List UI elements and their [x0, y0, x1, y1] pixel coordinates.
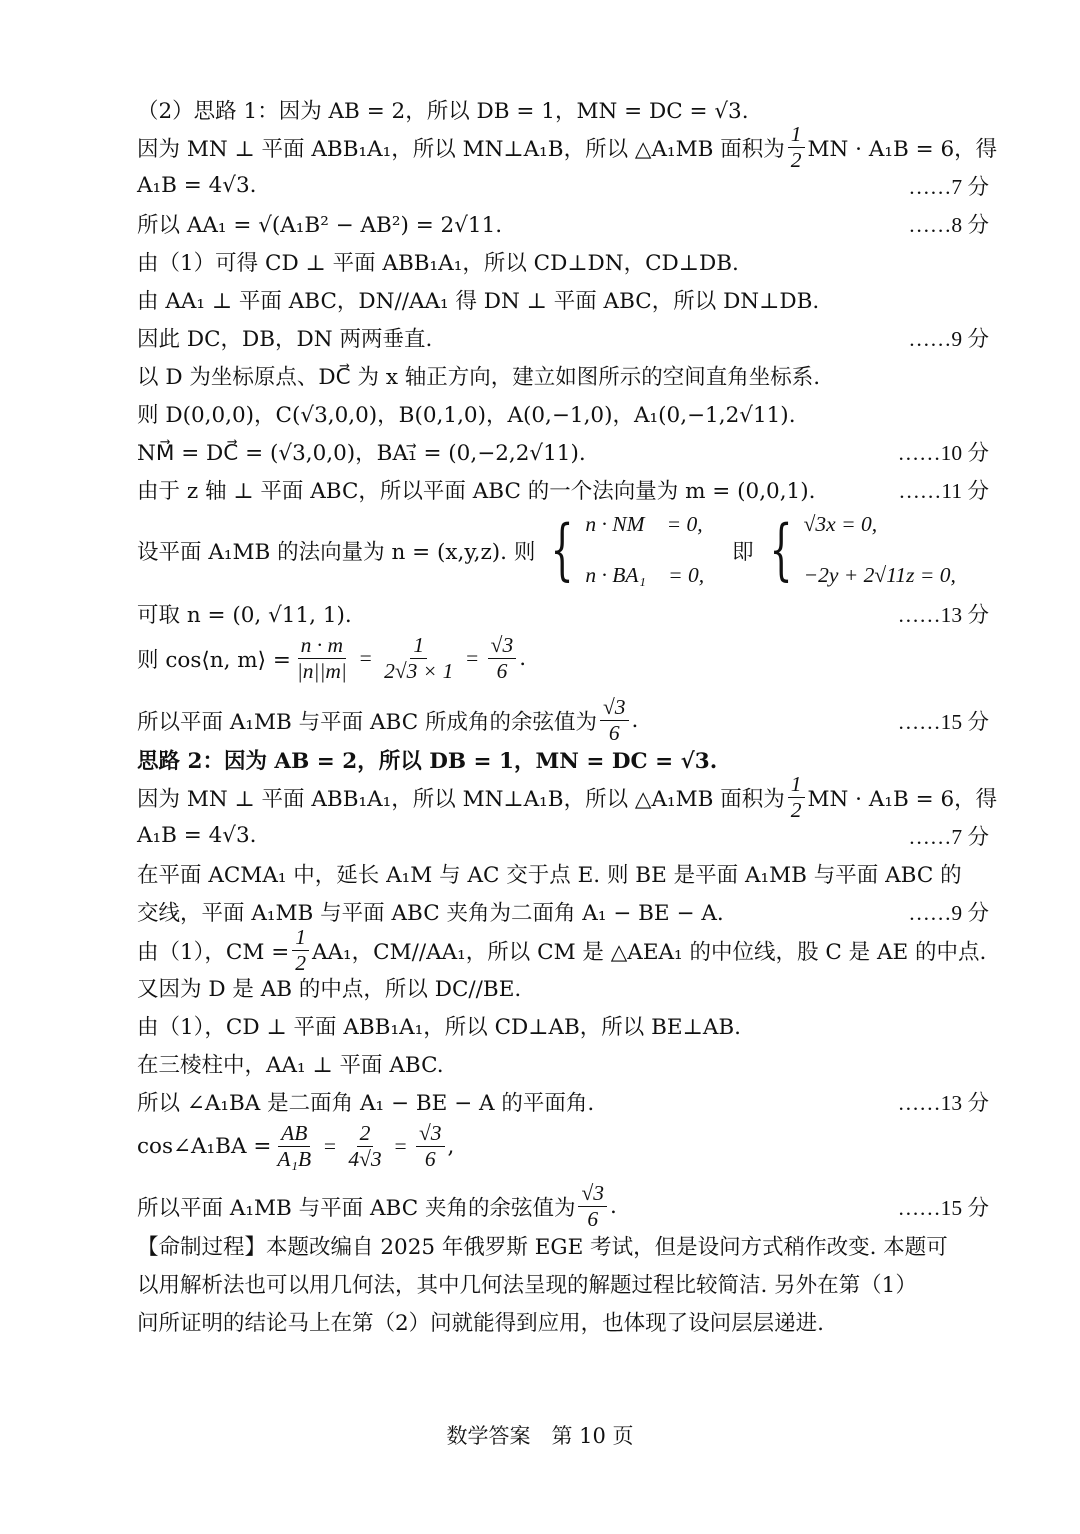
solution-line — [137, 1008, 989, 1042]
solution-line — [137, 92, 989, 126]
line-text: （2）思路 1：因为 AB = 2，所以 DB = 1，MN = DC = √3. — [137, 98, 749, 124]
score-mark: ……13 分 — [897, 602, 989, 627]
solution-line: 所以平面 A₁MB 与平面 ABC 夹角的余弦值为 $\frac{√3}{6}$ . ……15 分 — [137, 1180, 989, 1231]
fraction: $\frac{1}{2}$ — [292, 926, 309, 974]
score-mark: ……9 分 — [908, 900, 989, 925]
line-text: 交线，平面 A₁MB 与平面 ABC 夹角为二面角 A₁ − BE − A. — [137, 900, 724, 926]
solution-line: 则 cos⟨n, m⟩ = $\frac{n \cdot m}{|n||m|}$ = $\frac{1}{2√3 \times 1}$ = $\frac{√3}{6}$ . — [137, 632, 527, 683]
connector-text: 即 — [732, 539, 754, 565]
line-text: 在三棱柱中，AA₁ ⊥ 平面 ABC. — [137, 1052, 444, 1078]
solution-line — [137, 508, 989, 592]
fraction: $\frac{n \cdot m}{|n||m|}$ — [296, 632, 347, 683]
line-text: 由 AA₁ ⊥ 平面 ABC，DN//AA₁ 得 DN ⊥ 平面 ABC，所以 DN⊥DB. — [137, 288, 820, 314]
score-mark: ……7 分 — [908, 174, 989, 199]
score-mark: ……15 分 — [897, 1195, 989, 1220]
fraction: $\frac{√3}{6}$ — [416, 1122, 445, 1170]
score-mark: ……8 分 — [908, 212, 989, 237]
fraction: $\frac{√3}{6}$ — [488, 634, 517, 682]
fraction: $\frac{1}{2}$ — [788, 773, 805, 821]
score-mark: ……9 分 — [908, 326, 989, 351]
line-text: 所以平面 A₁MB 与平面 ABC 所成角的余弦值为 — [137, 709, 597, 735]
page-footer: 数学答案 第 10 页 — [446, 1424, 634, 1448]
line-text: 由于 z 轴 ⊥ 平面 ABC，所以平面 ABC 的一个法向量为 m = (0,0,1). — [137, 478, 816, 504]
line-text: 【命制过程】本题改编自 2025 年俄罗斯 EGE 考试，但是设问方式稍作改变. 本题可 — [137, 1234, 948, 1260]
paragraph-line — [137, 1304, 989, 1338]
solution-line — [137, 818, 989, 852]
line-text: 问所证明的结论马上在第（2）问就能得到应用，也体现了设问层层递进. — [137, 1310, 825, 1336]
solution-line — [137, 970, 989, 1004]
line-text: 因为 MN ⊥ 平面 ABB₁A₁，所以 MN⊥A₁B，所以 △A₁MB 面积为 — [137, 136, 785, 162]
solution-line — [137, 244, 989, 278]
score-mark: ……11 分 — [898, 478, 989, 503]
line-text: 则 D(0,0,0)，C(√3,0,0)，B(0,1,0)，A(0,−1,0)，A₁(0,−1,2√11). — [137, 402, 796, 428]
line-text: A₁B = 4√3. — [137, 172, 257, 198]
line-text: 以用解析法也可以用几何法，其中几何法呈现的解题过程比较简洁. 另外在第（1） — [137, 1272, 917, 1298]
score-mark: ……15 分 — [897, 709, 989, 734]
solution-line — [137, 472, 989, 506]
line-text: 以 D 为坐标原点、DC⃗ 为 x 轴正方向，建立如图所示的空间直角坐标系. — [137, 364, 821, 390]
solution-line — [137, 396, 989, 430]
solution-line — [137, 434, 989, 468]
fraction: $\frac{1}{2√3 \times 1}$ — [384, 632, 454, 683]
solution-line — [137, 1046, 989, 1080]
fraction: $\frac{2}{4√3}$ — [348, 1120, 382, 1171]
line-text: 由（1）可得 CD ⊥ 平面 ABB₁A₁，所以 CD⊥DN，CD⊥DB. — [137, 250, 739, 276]
line-text: 因此 DC，DB，DN 两两垂直. — [137, 326, 433, 352]
line-text-after: MN · A₁B = 6，得 — [807, 136, 998, 162]
fraction: $\frac{√3}{6}$ — [578, 1182, 607, 1230]
brace-icon: { — [550, 511, 574, 588]
fraction: $\frac{√3}{6}$ — [600, 696, 629, 744]
score-mark: ……13 分 — [897, 1090, 989, 1115]
solution-line — [137, 168, 989, 202]
line-text: 设平面 A₁MB 的法向量为 n = (x,y,z). 则 — [137, 539, 536, 565]
line-text: 则 cos⟨n, m⟩ = — [137, 647, 291, 673]
line-text: 由（1），CM = — [137, 939, 290, 965]
brace-icon: { — [769, 511, 793, 588]
line-text: 又因为 D 是 AB 的中点，所以 DC//BE. — [137, 976, 522, 1002]
solution-line — [137, 596, 989, 630]
solution-line: 由（1），CM = $\frac{1}{2}$ AA₁，CM//AA₁，所以 CM 是 △AEA₁ 的中位线，股 C 是 AE 的中点. — [137, 924, 987, 975]
solution-line — [137, 1084, 989, 1118]
line-text: 可取 n = (0, √11, 1). — [137, 602, 352, 628]
line-text: 在平面 ACMA₁ 中，延长 A₁M 与 AC 交于点 E. 则 BE 是平面 A₁MB 与平面 ABC 的 — [137, 862, 962, 888]
line-text: cos∠A₁BA = — [137, 1133, 272, 1159]
equation-system: { n · NM⃗ = 0, n · BA₁⃗ = 0, — [550, 511, 705, 588]
line-text: 思路 2：因为 AB = 2，所以 DB = 1，MN = DC = √3. — [137, 748, 718, 774]
solution-line: 所以平面 A₁MB 与平面 ABC 所成角的余弦值为 $\frac{√3}{6}$ . ……15 分 — [137, 694, 989, 745]
solution-line — [137, 206, 989, 240]
line-text: 所以平面 A₁MB 与平面 ABC 夹角的余弦值为 — [137, 1195, 576, 1221]
solution-line — [137, 121, 998, 172]
solution-line — [137, 358, 989, 392]
line-text: 所以 AA₁ = √(A₁B² − AB²) = 2√11. — [137, 212, 503, 238]
solution-line — [137, 742, 989, 776]
equation-system: { √3x = 0, −2y + 2√11z = 0, — [769, 511, 956, 588]
line-text: NM⃗ = DC⃗ = (√3,0,0)，BA₁⃗ = (0,−2,2√11). — [137, 440, 586, 466]
score-mark: ……10 分 — [897, 440, 989, 465]
solution-line — [137, 856, 989, 890]
paragraph-line — [137, 1266, 989, 1300]
solution-line — [137, 282, 989, 316]
fraction: $\frac{AB}{\text{A₁B}}$ — [277, 1120, 312, 1171]
score-mark: ……7 分 — [908, 824, 989, 849]
solution-line: cos∠A₁BA = $\frac{AB}{\text{A₁B}}$ = $\frac{2}{4√3}$ = $\frac{√3}{6}$ , — [137, 1120, 455, 1171]
line-text: 因为 MN ⊥ 平面 ABB₁A₁，所以 MN⊥A₁B，所以 △A₁MB 面积为 — [137, 786, 785, 812]
fraction: $\frac{1}{2}$ — [788, 123, 805, 171]
line-text: 所以 ∠A₁BA 是二面角 A₁ − BE − A 的平面角. — [137, 1090, 595, 1116]
solution-line — [137, 320, 989, 354]
solution-line — [137, 894, 989, 928]
solution-line: 因为 MN ⊥ 平面 ABB₁A₁，所以 MN⊥A₁B，所以 △A₁MB 面积为 $\frac{1}{2}$ MN · A₁B = 6，得 — [137, 771, 998, 822]
paragraph-line — [137, 1228, 989, 1262]
line-text: A₁B = 4√3. — [137, 822, 257, 848]
line-text: 由（1），CD ⊥ 平面 ABB₁A₁，所以 CD⊥AB，所以 BE⊥AB. — [137, 1014, 742, 1040]
